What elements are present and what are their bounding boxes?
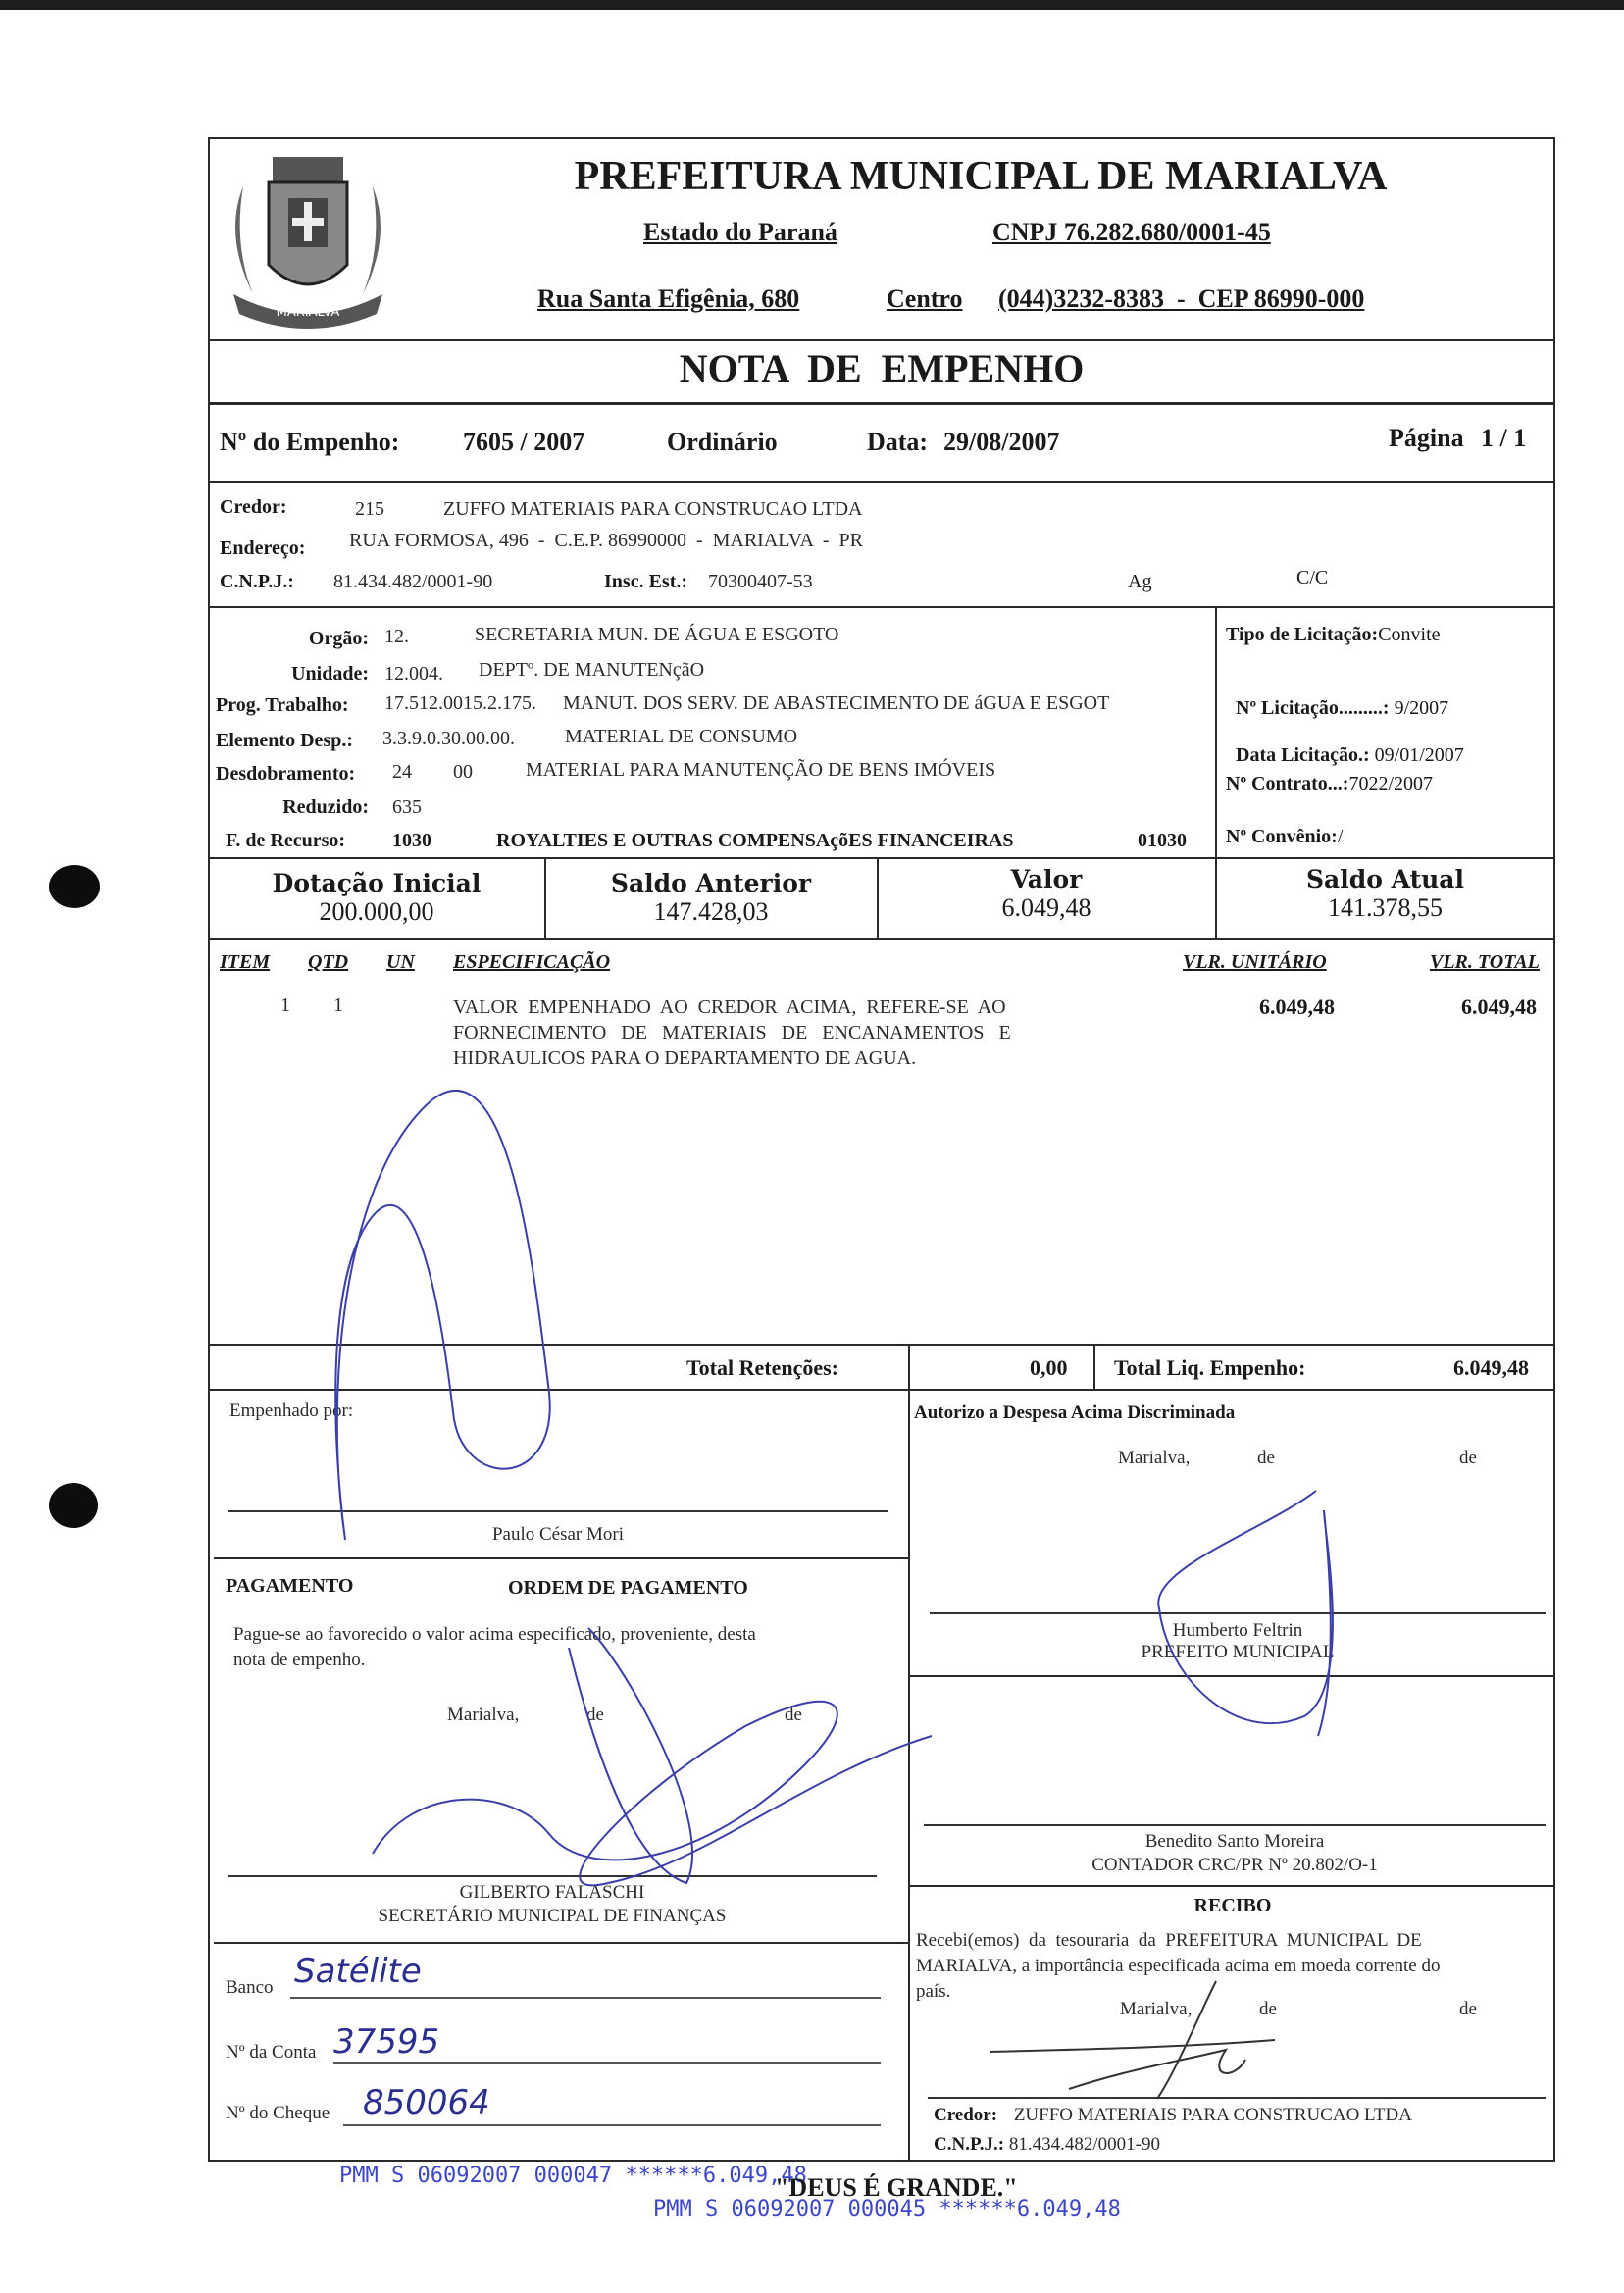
prog-name: MANUT. DOS SERV. DE ABASTECIMENTO DE áGUA E ESGOT — [563, 692, 1110, 714]
row-valor-unitario: 6.049,48 — [1259, 994, 1335, 1019]
col-valor-total: VLR. TOTAL — [1430, 951, 1540, 973]
liquido-value: 6.049,48 — [1453, 1355, 1529, 1380]
recibo-de-1: de — [1259, 1999, 1277, 2019]
prefeito-signature-block: Humberto Feltrin PREFEITO MUNICIPAL — [1141, 1620, 1335, 1662]
balance-saldo-atual: Saldo Atual 141.378,55 — [1306, 865, 1464, 922]
col-especificacao: ESPECIFICAÇÃO — [453, 951, 611, 973]
unidade-code: 12.004. — [384, 663, 443, 685]
row-item: 1 — [280, 994, 290, 1016]
phone-cep: (044)3232-8383 - CEP 86990-000 — [998, 284, 1365, 313]
autorizo-de-2: de — [1459, 1448, 1477, 1468]
row-qtd: 1 — [333, 994, 343, 1016]
pagamento-de-2: de — [785, 1705, 802, 1725]
empenhado-label: Empenhado por: — [229, 1401, 354, 1421]
street-address: Rua Santa Efigênia, 680 — [537, 284, 800, 313]
account-label: C/C — [1296, 567, 1329, 588]
pagamento-label: PAGAMENTO — [226, 1575, 354, 1597]
retencoes-label: Total Retenções: — [686, 1355, 838, 1380]
page-label: Página — [1389, 424, 1464, 452]
prog-label: Prog. Trabalho: — [216, 694, 349, 716]
balance-saldo-anterior: Saldo Anterior 147.428,03 — [610, 869, 812, 926]
date-label: Data: — [867, 428, 929, 456]
recibo-de-2: de — [1459, 1999, 1477, 2019]
banco-value: Satélite — [294, 1952, 422, 1991]
cheque-value: 850064 — [363, 2083, 490, 2122]
insc-estadual: 70300407-53 — [708, 571, 813, 592]
insc-label: Insc. Est.: — [604, 571, 688, 592]
balance-valor: Valor 6.049,48 — [1001, 865, 1091, 922]
pagamento-city: Marialva, — [447, 1705, 520, 1725]
elemento-code: 3.3.9.0.30.00.00. — [382, 728, 515, 749]
city-cnpj: CNPJ 76.282.680/0001-45 — [992, 218, 1271, 246]
empenho-number-label: Nº do Empenho: — [220, 428, 400, 456]
page-number: 1 / 1 — [1481, 424, 1527, 452]
prog-code: 17.512.0015.2.175. — [384, 692, 536, 714]
numero-convenio-label: Nº Convênio: — [1226, 826, 1338, 847]
recibo-credor-value: ZUFFO MATERIAIS PARA CONSTRUCAO LTDA — [1013, 2105, 1412, 2125]
recurso-number: 01030 — [1138, 830, 1187, 851]
secretario-signature-block: GILBERTO FALASCHI SECRETÁRIO MUNICIPAL DE FINANÇAS — [378, 1882, 727, 1926]
numero-licitacao-label: Nº Licitação.........: — [1236, 697, 1390, 719]
district: Centro — [887, 284, 963, 313]
recibo-cnpj-label: C.N.P.J.: — [934, 2134, 1005, 2155]
endereco-label: Endereço: — [220, 537, 306, 559]
cnpj-label: C.N.P.J.: — [220, 571, 294, 592]
orgao-code: 12. — [384, 626, 409, 647]
footer-motto: "DEUS É GRANDE." — [775, 2173, 1018, 2202]
ordem-text: Pague-se ao favorecido o valor acima especificado, proveniente, desta nota de empenho. — [233, 1624, 756, 1670]
recurso-name: ROYALTIES E OUTRAS COMPENSAçõES FINANCEIRAS — [496, 830, 1014, 851]
empenhado-signer: Paulo César Mori — [491, 1524, 625, 1545]
recibo-title: RECIBO — [1193, 1895, 1272, 1916]
recibo-city: Marialva, — [1120, 1999, 1193, 2019]
desdobramento-code: 24 — [392, 761, 412, 783]
desdobramento-sub: 00 — [453, 761, 473, 783]
orgao-label: Orgão: — [308, 628, 369, 649]
autorizo-label: Autorizo a Despesa Acima Discriminada — [914, 1402, 1236, 1423]
credor-name: ZUFFO MATERIAIS PARA CONSTRUCAO LTDA — [443, 498, 863, 520]
cheque-label: Nº do Cheque — [226, 2103, 330, 2123]
tipo-licitacao-label: Tipo de Licitação: — [1226, 624, 1379, 645]
row-valor-total: 6.049,48 — [1461, 994, 1537, 1019]
city-hall-title: PREFEITURA MUNICIPAL DE MARIALVA — [574, 154, 1388, 199]
col-valor-unitario: VLR. UNITÁRIO — [1183, 951, 1327, 973]
col-qtd: QTD — [308, 951, 349, 973]
signature-recibo — [990, 1981, 1275, 2099]
conta-label: Nº da Conta — [226, 2042, 317, 2063]
data-licitacao-label: Data Licitação.: — [1236, 744, 1370, 766]
credor-label: Credor: — [220, 496, 287, 518]
unidade-name: DEPTº. DE MANUTENçãO — [479, 659, 705, 681]
row-especificacao: VALOR EMPENHADO AO CREDOR ACIMA, REFERE-SE AO FORNECIMENTO DE MATERIAIS DE ENCANAMENTOS E HIDRAULICOS PARA O DEPARTAMENTO DE AGUA. — [453, 996, 1011, 1069]
numero-licitacao-value: 9/2007 — [1394, 697, 1449, 719]
pagamento-de-1: de — [586, 1705, 604, 1725]
liquido-label: Total Liq. Empenho: — [1114, 1355, 1306, 1380]
autorizo-de-1: de — [1257, 1448, 1275, 1468]
bank-stamp-1: PMM S 06092007 000047 ******6.049,48 — [339, 2164, 807, 2188]
recurso-code: 1030 — [392, 830, 431, 851]
conta-value: 37595 — [333, 2022, 440, 2062]
credor-code: 215 — [355, 498, 384, 520]
signature-humberto — [1158, 1491, 1333, 1736]
recurso-label: F. de Recurso: — [226, 830, 346, 851]
recibo-credor-label: Credor: — [934, 2105, 998, 2125]
empenho-number: 7605 / 2007 — [463, 428, 585, 456]
state-label: Estado do Paraná — [643, 218, 837, 246]
signature-paulo — [335, 1091, 549, 1540]
ordem-pagamento-label: ORDEM DE PAGAMENTO — [508, 1577, 748, 1599]
reduzido-value: 635 — [392, 796, 422, 818]
elemento-name: MATERIAL DE CONSUMO — [565, 726, 798, 747]
recibo-text: Recebi(emos) da tesouraria da PREFEITURA MUNICIPAL DE MARIALVA, a importância especificada acima em moeda corrente do país. — [916, 1930, 1441, 2002]
reduzido-label: Reduzido: — [282, 796, 369, 818]
credor-cnpj: 81.434.482/0001-90 — [333, 571, 493, 592]
recibo-cnpj-value: 81.434.482/0001-90 — [1008, 2134, 1160, 2155]
bank-stamp-2: PMM S 06092007 000045 ******6.049,48 — [653, 2197, 1121, 2221]
unidade-label: Unidade: — [291, 663, 369, 685]
signature-gilberto — [373, 1628, 932, 1885]
retencoes-value: 0,00 — [1030, 1355, 1068, 1380]
svg-text:MARIALVA: MARIALVA — [276, 305, 340, 320]
col-un: UN — [386, 951, 415, 973]
orgao-name: SECRETARIA MUN. DE ÁGUA E ESGOTO — [475, 624, 839, 645]
tipo-licitacao-value: Convite — [1378, 624, 1441, 645]
credor-address: RUA FORMOSA, 496 - C.E.P. 86990000 - MARIALVA - PR — [349, 530, 863, 551]
banco-label: Banco — [226, 1977, 274, 1998]
numero-convenio-value: / — [1337, 826, 1344, 847]
col-item: ITEM — [220, 951, 271, 973]
document-title: NOTA DE EMPENHO — [679, 346, 1085, 390]
desdobramento-label: Desdobramento: — [216, 763, 356, 785]
autorizo-city: Marialva, — [1118, 1448, 1191, 1468]
desdobramento-name: MATERIAL PARA MANUTENÇÃO DE BENS IMÓVEIS — [526, 759, 996, 781]
balance-dotacao-inicial: Dotação Inicial 200.000,00 — [272, 869, 482, 926]
elemento-label: Elemento Desp.: — [216, 730, 353, 751]
numero-contrato-label: Nº Contrato...: — [1226, 773, 1349, 794]
empenho-date: 29/08/2007 — [943, 428, 1060, 456]
numero-contrato-value: 7022/2007 — [1348, 773, 1434, 794]
data-licitacao-value: 09/01/2007 — [1374, 744, 1464, 766]
agency-label: Ag — [1128, 571, 1152, 592]
empenho-type: Ordinário — [667, 428, 778, 456]
contador-signature-block: Benedito Santo Moreira CONTADOR CRC/PR Nº 20.802/O-1 — [1091, 1831, 1378, 1875]
